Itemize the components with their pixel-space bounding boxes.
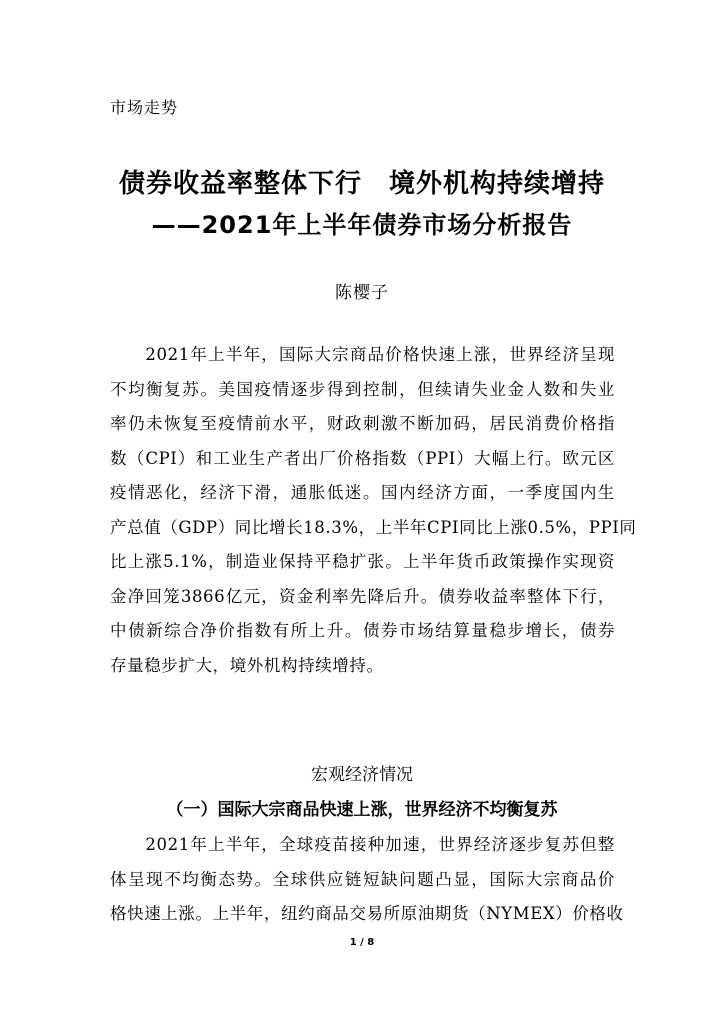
section-heading: 宏观经济情况 <box>311 765 413 785</box>
paragraph-line: 疫情恶化，经济下滑，通胀低迷。国内经济方面，一季度国内生 <box>110 483 615 502</box>
paragraph-line: 率仍未恢复至疫情前水平，财政刺激不断加码，居民消费价格指 <box>110 414 615 433</box>
section-subheading: （一）国际大宗商品快速上涨，世界经济不均衡复苏 <box>166 800 558 820</box>
paragraph-line: 比上涨5.1%，制造业保持平稳扩张。上半年货币政策操作实现资 <box>110 552 615 571</box>
paragraph-line: 格快速上涨。上半年，纽约商品交易所原油期货（NYMEX）价格收 <box>110 904 624 923</box>
intro-paragraph <box>110 338 637 683</box>
paragraph-line: 产总值（GDP）同比增长18.3%，上半年CPI同比上涨0.5%，PPI同 <box>110 517 637 537</box>
section-tag: 市场走势 <box>110 98 179 117</box>
paragraph-line: 数（CPI）和工业生产者出厂价格指数（PPI）大幅上行。欧元区 <box>110 448 615 468</box>
paragraph-line: 体呈现不均衡态势。全球供应链短缺问题凸显，国际大宗商品价 <box>110 869 615 889</box>
paragraph-line: 2021年上半年，国际大宗商品价格快速上涨，世界经济呈现 <box>110 345 615 364</box>
paragraph-line: 中债新综合净价指数有所上升。债券市场结算量稳步增长，债券 <box>110 621 615 640</box>
section-paragraph <box>110 828 624 932</box>
paragraph-line: 不均衡复苏。美国疫情逐步得到控制，但续请失业金人数和失业 <box>110 379 615 399</box>
report-subtitle: ——2021年上半年债券市场分析报告 <box>151 211 573 239</box>
paragraph-line: 金净回笼3866亿元，资金利率先降后升。债券收益率整体下行， <box>110 586 615 606</box>
report-title: 债券收益率整体下行 境外机构持续增持 <box>118 169 605 199</box>
author-name: 陈樱子 <box>335 283 389 303</box>
paragraph-line: 2021年上半年，全球疫苗接种加速，世界经济逐步复苏但整 <box>110 835 615 854</box>
page-number: 1 / 8 <box>349 937 375 948</box>
paragraph-line: 存量稳步扩大，境外机构持续增持。 <box>110 655 384 675</box>
